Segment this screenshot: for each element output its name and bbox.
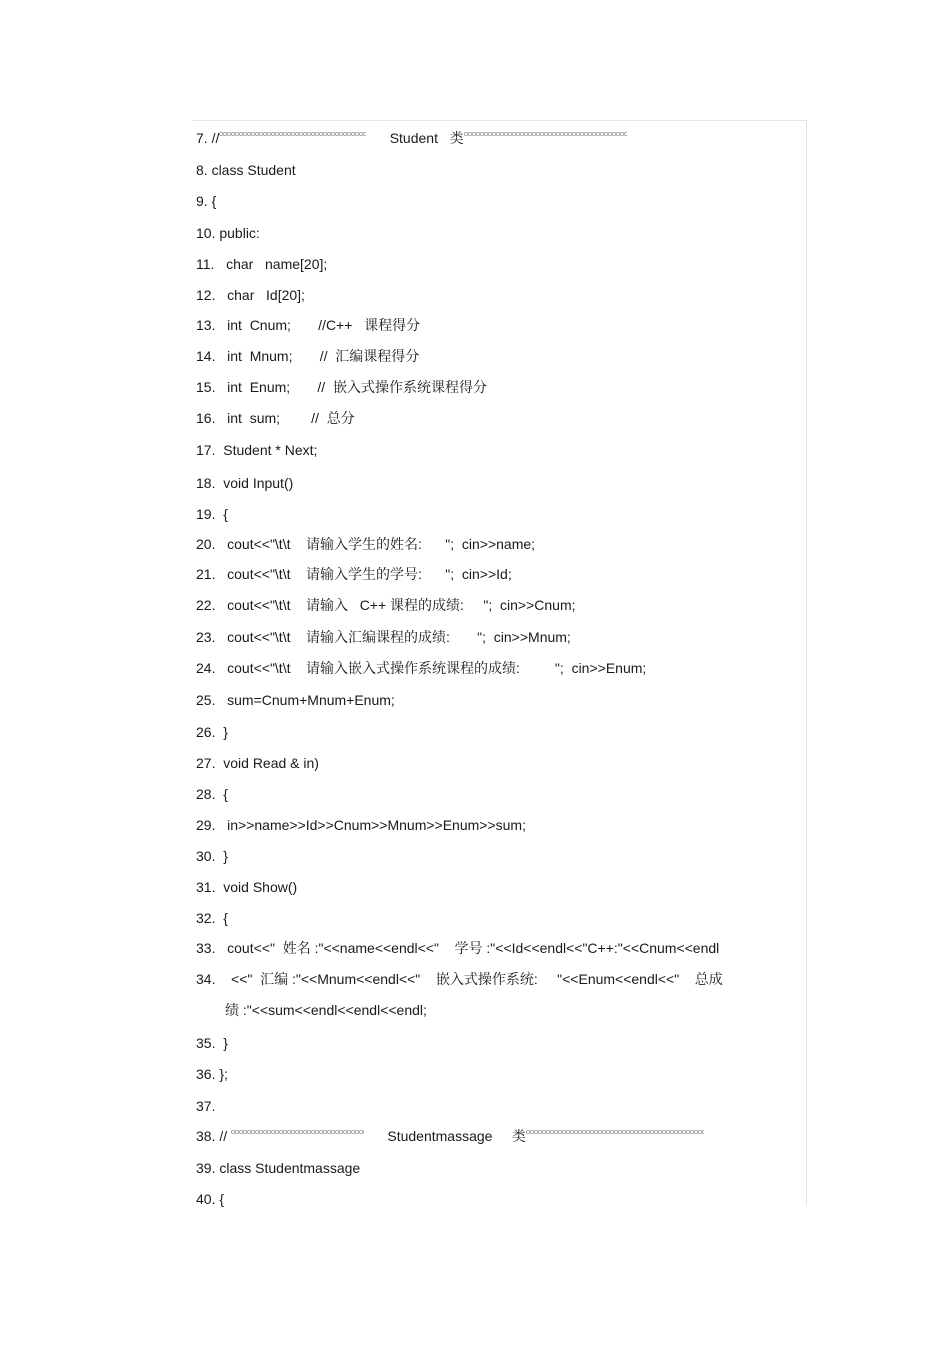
wavy-divider	[464, 131, 627, 136]
code-line-16: 16. int sum; // 总分	[196, 410, 355, 426]
code-line-34-continued: 绩 :"<<sum<<endl<<endl<<endl;	[225, 1002, 427, 1018]
code-line-11: 11. char name[20];	[196, 256, 328, 272]
code-line-20: 20. cout<<"\t\t 请输入学生的姓名: "; cin>>name;	[196, 536, 536, 552]
line-number: 7.	[196, 130, 208, 146]
code-line-34: 34. <<" 汇编 :"<<Mnum<<endl<<" 嵌入式操作系统: "<<Enum<<endl<<" 总成	[196, 971, 723, 987]
comment-marker: //	[219, 1128, 228, 1144]
code-line-37: 37.	[196, 1098, 216, 1114]
code-line-25: 25. sum=Cnum+Mnum+Enum;	[196, 692, 395, 708]
code-line-31: 31. void Show()	[196, 879, 298, 895]
code-line-39: 39. class Studentmassage	[196, 1160, 361, 1176]
code-line-10: 10. public:	[196, 225, 260, 241]
wavy-divider	[526, 1129, 704, 1134]
code-line-28: 28. {	[196, 786, 228, 802]
code-line-26: 26. }	[196, 724, 228, 740]
class-name-studentmassage: Studentmassage	[387, 1128, 493, 1144]
code-line-36: 36. };	[196, 1066, 228, 1082]
wavy-divider	[219, 131, 366, 136]
code-line-38	[196, 1127, 704, 1145]
code-line-13: 13. int Cnum; //C++ 课程得分	[196, 317, 421, 333]
code-line-23: 23. cout<<"\t\t 请输入汇编课程的成绩: "; cin>>Mnum;	[196, 629, 571, 645]
code-line-30: 30. }	[196, 848, 228, 864]
code-line-17: 17. Student * Next;	[196, 442, 318, 458]
line-number: 38.	[196, 1128, 216, 1144]
comment-marker: //	[211, 130, 220, 146]
code-line-35: 35. }	[196, 1035, 228, 1051]
code-line-40: 40. {	[196, 1191, 225, 1207]
code-line-24: 24. cout<<"\t\t 请输入嵌入式操作系统课程的成绩: "; cin>>Enum;	[196, 660, 647, 676]
code-line-12: 12. char Id[20];	[196, 287, 305, 303]
code-line-29: 29. in>>name>>Id>>Cnum>>Mnum>>Enum>>sum;	[196, 817, 526, 833]
code-line-22: 22. cout<<"\t\t 请输入 C++ 课程的成绩: "; cin>>Cnum;	[196, 597, 576, 613]
code-line-33: 33. cout<<" 姓名 :"<<name<<endl<<" 学号 :"<<Id<<endl<<"C++:"<<Cnum<<endl	[196, 940, 720, 956]
code-line-18: 18. void Input()	[196, 475, 294, 491]
code-line-21: 21. cout<<"\t\t 请输入学生的学号: "; cin>>Id;	[196, 566, 512, 582]
code-line-8: 8. class Student	[196, 162, 296, 178]
code-line-15: 15. int Enum; // 嵌入式操作系统课程得分	[196, 379, 487, 395]
class-label: 类	[511, 1128, 526, 1144]
code-line-14: 14. int Mnum; // 汇编课程得分	[196, 348, 420, 364]
class-name-student: Student	[389, 130, 438, 146]
code-line-32: 32. {	[196, 910, 228, 926]
code-line-27: 27. void Read & in)	[196, 755, 319, 771]
class-label: 类	[449, 130, 464, 146]
code-line-7	[196, 129, 627, 147]
code-line-9: 9. {	[196, 193, 217, 209]
wavy-divider	[231, 1129, 364, 1134]
code-line-19: 19. {	[196, 506, 228, 522]
